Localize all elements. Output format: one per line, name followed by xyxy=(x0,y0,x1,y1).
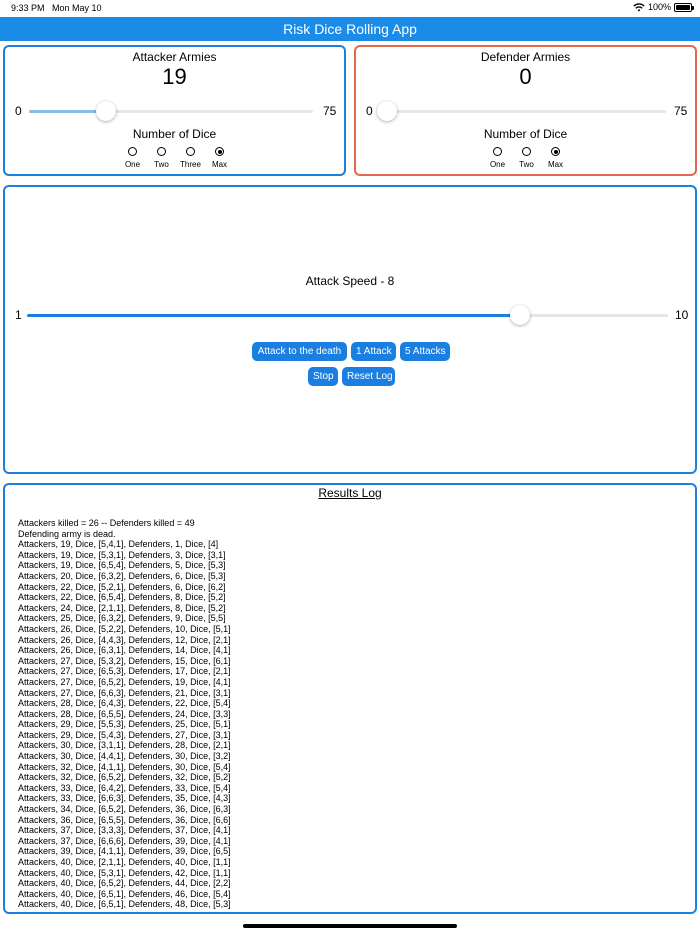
radio-icon xyxy=(493,147,502,156)
log-line: Attackers, 40, Dice, [6,5,1], Defenders, 46, Dice, [5,4] xyxy=(18,888,231,899)
log-line: Attackers, 28, Dice, [6,5,5], Defenders, 24, Dice, [3,3] xyxy=(18,708,231,719)
log-line: Attackers, 40, Dice, [6,5,1], Defenders, 48, Dice, [5,3] xyxy=(18,899,231,910)
log-line: Attackers, 34, Dice, [6,5,2], Defenders, 36, Dice, [6,3] xyxy=(18,804,231,815)
log-line: Attackers, 22, Dice, [6,5,4], Defenders, 8, Dice, [5,2] xyxy=(18,592,226,603)
attack-to-death-button[interactable]: Attack to the death xyxy=(252,342,347,361)
attack-speed-label: Attack Speed - 8 xyxy=(305,274,395,288)
log-line: Attackers, 27, Dice, [6,5,3], Defenders, 17, Dice, [2,1] xyxy=(18,666,231,677)
radio-icon xyxy=(128,147,137,156)
attack-speed-slider[interactable] xyxy=(27,314,668,317)
defender-count: 0 xyxy=(519,64,532,89)
defender-slider-thumb[interactable] xyxy=(377,101,397,121)
log-line: Attackers, 32, Dice, [4,1,1], Defenders, 30, Dice, [5,4] xyxy=(18,761,231,772)
log-line: Attackers, 33, Dice, [6,6,3], Defenders, 35, Dice, [4,3] xyxy=(18,793,231,804)
radio-selected-icon xyxy=(215,147,224,156)
log-line: Attackers, 40, Dice, [5,3,1], Defenders, 42, Dice, [1,1] xyxy=(18,867,231,878)
defender-dice-one[interactable]: One xyxy=(483,147,512,169)
five-attacks-button[interactable]: 5 Attacks xyxy=(400,342,450,361)
radio-icon xyxy=(157,147,166,156)
radio-icon xyxy=(186,147,195,156)
defender-title: Defender Armies xyxy=(480,50,571,64)
attacker-panel xyxy=(3,45,346,176)
stop-button[interactable]: Stop xyxy=(308,367,338,386)
attacker-slider-thumb[interactable] xyxy=(96,101,116,121)
defender-slider-max: 75 xyxy=(674,104,688,118)
log-line: Attackers, 19, Dice, [6,5,4], Defenders, 5, Dice, [5,3] xyxy=(18,560,226,571)
results-log-title: Results Log xyxy=(318,486,382,500)
status-date: Mon May 10 xyxy=(52,3,102,13)
log-line: Attackers, 19, Dice, [5,3,1], Defenders, 3, Dice, [3,1] xyxy=(18,549,226,560)
attacker-count: 19 xyxy=(162,64,187,89)
attacker-slider-fill xyxy=(29,110,106,113)
log-line: Attackers, 27, Dice, [6,5,2], Defenders, 19, Dice, [4,1] xyxy=(18,676,231,687)
log-line: Attackers, 25, Dice, [6,3,2], Defenders, 9, Dice, [5,5] xyxy=(18,613,226,624)
status-right xyxy=(633,2,692,12)
log-line: Attackers, 27, Dice, [6,6,3], Defenders, 21, Dice, [3,1] xyxy=(18,687,231,698)
log-line: Attackers, 29, Dice, [5,5,3], Defenders, 25, Dice, [5,1] xyxy=(18,719,231,730)
attacker-dice-three[interactable]: Three xyxy=(176,147,205,169)
log-line: Attackers, 19, Dice, [5,4,1], Defenders, 1, Dice, [4] xyxy=(18,539,219,550)
wifi-icon xyxy=(633,3,645,12)
attacker-dice-max[interactable]: Max xyxy=(205,147,234,169)
attacker-slider-max: 75 xyxy=(323,104,337,118)
speed-slider-min: 1 xyxy=(15,308,22,322)
log-line: Attackers, 28, Dice, [6,4,3], Defenders, 22, Dice, [5,4] xyxy=(18,698,231,709)
defender-dice-max[interactable]: Max xyxy=(541,147,570,169)
radio-selected-icon xyxy=(551,147,560,156)
battery-percent: 100% xyxy=(647,2,671,12)
radio-icon xyxy=(522,147,531,156)
status-bar xyxy=(0,0,700,17)
status-time: 9:33 PM xyxy=(11,3,45,13)
log-line: Attackers, 33, Dice, [6,4,2], Defenders, 33, Dice, [5,4] xyxy=(18,782,231,793)
attacker-slider-min: 0 xyxy=(15,104,22,118)
log-line: Attackers, 40, Dice, [6,5,2], Defenders, 44, Dice, [2,2] xyxy=(18,878,231,889)
log-line: Attackers killed = 26 -- Defenders killed = 49 xyxy=(18,518,195,528)
results-log-panel[interactable] xyxy=(3,483,697,914)
log-line: Attackers, 22, Dice, [5,2,1], Defenders, 6, Dice, [6,2] xyxy=(18,581,226,592)
defender-dice-title: Number of Dice xyxy=(483,127,568,141)
home-indicator[interactable] xyxy=(243,924,457,928)
log-line: Attackers, 37, Dice, [6,6,6], Defenders, 39, Dice, [4,1] xyxy=(18,835,231,846)
attacker-dice-radio-group xyxy=(118,147,234,169)
log-line: Attackers, 26, Dice, [5,2,2], Defenders, 10, Dice, [5,1] xyxy=(18,623,231,634)
log-line: Attackers, 30, Dice, [3,1,1], Defenders, 28, Dice, [2,1] xyxy=(18,740,231,751)
log-line: Attackers, 26, Dice, [4,4,3], Defenders, 12, Dice, [2,1] xyxy=(18,634,231,645)
results-log-text xyxy=(18,518,231,910)
attacker-dice-one[interactable]: One xyxy=(118,147,147,169)
defender-slider[interactable] xyxy=(380,110,666,113)
log-line: Attackers, 27, Dice, [5,3,2], Defenders, 15, Dice, [6,1] xyxy=(18,655,231,666)
log-line: Attackers, 36, Dice, [6,5,5], Defenders, 36, Dice, [6,6] xyxy=(18,814,231,825)
attacker-dice-two[interactable]: Two xyxy=(147,147,176,169)
reset-log-button[interactable]: Reset Log xyxy=(342,367,395,386)
defender-slider-min: 0 xyxy=(366,104,373,118)
one-attack-button[interactable]: 1 Attack xyxy=(351,342,396,361)
log-line: Attackers, 26, Dice, [6,3,1], Defenders, 14, Dice, [4,1] xyxy=(18,645,231,656)
speed-slider-max: 10 xyxy=(675,308,689,322)
log-line: Attackers, 30, Dice, [4,4,1], Defenders, 30, Dice, [3,2] xyxy=(18,751,231,762)
attack-control-panel xyxy=(3,185,697,474)
attacker-title: Attacker Armies xyxy=(132,50,217,64)
attack-speed-slider-fill xyxy=(27,314,521,317)
log-line: Attackers, 20, Dice, [6,3,2], Defenders, 6, Dice, [5,3] xyxy=(18,570,226,581)
defender-dice-radio-group xyxy=(483,147,570,169)
attacker-dice-title: Number of Dice xyxy=(132,127,217,141)
log-line: Attackers, 39, Dice, [4,1,1], Defenders, 39, Dice, [6,5] xyxy=(18,846,231,857)
attacker-slider[interactable] xyxy=(29,110,313,113)
defender-dice-two[interactable]: Two xyxy=(512,147,541,169)
battery-icon xyxy=(674,3,692,12)
log-line: Attackers, 29, Dice, [5,4,3], Defenders, 27, Dice, [3,1] xyxy=(18,729,231,740)
log-line: Attackers, 32, Dice, [6,5,2], Defenders, 32, Dice, [5,2] xyxy=(18,772,231,783)
defender-panel xyxy=(354,45,697,176)
attack-speed-slider-thumb[interactable] xyxy=(510,305,530,325)
log-line: Defending army is dead. xyxy=(18,528,116,539)
log-line: Attackers, 40, Dice, [2,1,1], Defenders, 40, Dice, [1,1] xyxy=(18,857,231,867)
log-line: Attackers, 24, Dice, [2,1,1], Defenders, 8, Dice, [5,2] xyxy=(18,602,226,613)
app-title: Risk Dice Rolling App xyxy=(0,17,700,41)
log-line: Attackers, 37, Dice, [3,3,3], Defenders, 37, Dice, [4,1] xyxy=(18,825,231,836)
